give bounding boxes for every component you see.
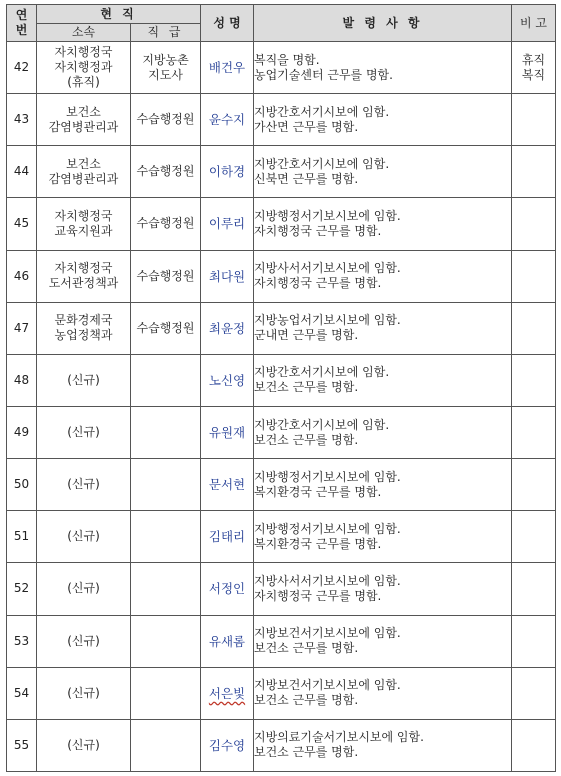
table-row <box>7 667 556 719</box>
note <box>512 354 556 406</box>
current-dept <box>37 42 131 94</box>
current-grade <box>131 302 201 354</box>
row-number: 52 <box>7 563 37 615</box>
table-row <box>7 250 556 302</box>
order-details-line: 자치행정국 근무를 명함. <box>254 276 382 291</box>
current-dept-line: 보건소 <box>66 156 101 171</box>
order-details-line: 보건소 근무를 명함. <box>254 745 359 760</box>
table-row <box>7 406 556 458</box>
note-line: 휴직 <box>521 52 546 67</box>
table-row <box>7 42 556 94</box>
person-name-text: 서정인 <box>208 581 246 597</box>
order-details <box>254 42 512 94</box>
current-dept <box>37 250 131 302</box>
header-details: 발 령 사 항 <box>254 5 512 42</box>
header-dept: 소속 <box>37 24 131 42</box>
roster-body <box>7 42 556 772</box>
row-number: 46 <box>7 250 37 302</box>
current-dept-line: 자치행정국 <box>54 45 113 60</box>
table-row <box>7 459 556 511</box>
current-dept-line: 교육지원과 <box>54 223 113 238</box>
current-grade <box>131 354 201 406</box>
order-details-line: 지방의료기술서기보시보에 임함. <box>254 730 424 745</box>
order-details-line: 신북면 근무를 명함. <box>254 171 359 186</box>
person-name-text: 최다원 <box>208 268 246 284</box>
current-dept-line: (신규) <box>67 477 100 492</box>
current-dept <box>37 511 131 563</box>
current-dept-line: 문화경제국 <box>54 313 113 328</box>
header-name: 성 명 <box>201 5 254 42</box>
order-details <box>254 302 512 354</box>
current-dept-line: (신규) <box>67 581 100 596</box>
order-details-line: 보건소 근무를 명함. <box>254 432 359 447</box>
table-row <box>7 511 556 563</box>
person-name <box>201 406 254 458</box>
order-details-line: 지방간호서기시보에 임함. <box>254 365 390 380</box>
current-grade-line: 수습행정원 <box>136 268 195 283</box>
current-grade <box>131 406 201 458</box>
current-dept <box>37 563 131 615</box>
person-name <box>201 94 254 146</box>
person-name-text: 유새롬 <box>208 633 246 649</box>
order-details <box>254 563 512 615</box>
table-row <box>7 563 556 615</box>
current-grade <box>131 198 201 250</box>
table-row <box>7 302 556 354</box>
row-number: 55 <box>7 719 37 771</box>
current-grade-line: 수습행정원 <box>136 320 195 335</box>
order-details-line: 지방보건서기보시보에 임함. <box>254 678 401 693</box>
current-dept <box>37 667 131 719</box>
order-details-line: 지방간호서기시보에 임함. <box>254 417 390 432</box>
row-number: 50 <box>7 459 37 511</box>
current-dept <box>37 459 131 511</box>
person-name <box>201 563 254 615</box>
current-grade <box>131 94 201 146</box>
order-details <box>254 250 512 302</box>
note <box>512 459 556 511</box>
row-number: 43 <box>7 94 37 146</box>
person-name-text: 배건우 <box>208 60 246 76</box>
person-name <box>201 42 254 94</box>
current-dept-line: (신규) <box>67 633 100 648</box>
person-name-text: 노신영 <box>208 372 246 388</box>
current-grade <box>131 459 201 511</box>
table-row <box>7 198 556 250</box>
current-dept <box>37 198 131 250</box>
current-grade <box>131 511 201 563</box>
order-details-line: 지방행정서기보시보에 임함. <box>254 521 401 536</box>
note <box>512 302 556 354</box>
person-name <box>201 459 254 511</box>
row-number: 54 <box>7 667 37 719</box>
note <box>512 563 556 615</box>
order-details-line: 지방간호서기시보에 임함. <box>254 156 390 171</box>
order-details-line: 복직을 명함. <box>254 52 320 67</box>
table-row <box>7 94 556 146</box>
current-dept <box>37 719 131 771</box>
current-grade <box>131 615 201 667</box>
note <box>512 719 556 771</box>
order-details-line: 보건소 근무를 명함. <box>254 641 359 656</box>
current-dept-line: (신규) <box>67 685 100 700</box>
order-details-line: 복지환경국 근무를 명함. <box>254 536 382 551</box>
order-details <box>254 406 512 458</box>
note <box>512 615 556 667</box>
note <box>512 667 556 719</box>
person-name-text: 김수영 <box>208 737 246 753</box>
row-number: 51 <box>7 511 37 563</box>
current-grade-line: 수습행정원 <box>136 112 195 127</box>
order-details-line: 지방간호서기시보에 임함. <box>254 104 390 119</box>
row-number: 49 <box>7 406 37 458</box>
table-row <box>7 719 556 771</box>
person-name <box>201 667 254 719</box>
person-name-text: 문서현 <box>208 477 246 493</box>
note <box>512 146 556 198</box>
current-dept-line: 자치행정과 <box>54 60 113 75</box>
current-dept-line: 농업정책과 <box>54 328 113 343</box>
person-name-text: 서은빛 <box>208 685 246 701</box>
row-number: 48 <box>7 354 37 406</box>
current-grade <box>131 667 201 719</box>
current-grade <box>131 563 201 615</box>
note <box>512 250 556 302</box>
current-dept-line: (휴직) <box>67 75 100 90</box>
person-name <box>201 198 254 250</box>
person-name-text: 김태리 <box>208 529 246 545</box>
note <box>512 42 556 94</box>
current-dept <box>37 615 131 667</box>
current-dept-line: 자치행정국 <box>54 261 113 276</box>
current-dept-line: 감염병관리과 <box>48 119 119 134</box>
note <box>512 198 556 250</box>
current-dept-line: 자치행정국 <box>54 208 113 223</box>
person-name <box>201 250 254 302</box>
person-name-text: 이하경 <box>208 164 246 180</box>
current-dept-line: (신규) <box>67 529 100 544</box>
order-details <box>254 459 512 511</box>
row-number: 47 <box>7 302 37 354</box>
current-grade <box>131 719 201 771</box>
order-details-line: 지방행정서기보시보에 임함. <box>254 208 401 223</box>
order-details <box>254 615 512 667</box>
person-name <box>201 302 254 354</box>
current-dept <box>37 406 131 458</box>
note <box>512 511 556 563</box>
order-details <box>254 354 512 406</box>
order-details-line: 보건소 근무를 명함. <box>254 693 359 708</box>
row-number: 44 <box>7 146 37 198</box>
table-row <box>7 146 556 198</box>
order-details-line: 지방행정서기보시보에 임함. <box>254 469 401 484</box>
current-dept-line: 도서관정책과 <box>48 276 119 291</box>
person-name <box>201 146 254 198</box>
current-dept-line: 감염병관리과 <box>48 171 119 186</box>
order-details <box>254 719 512 771</box>
current-grade <box>131 146 201 198</box>
note <box>512 406 556 458</box>
current-dept <box>37 302 131 354</box>
note <box>512 94 556 146</box>
order-details-line: 자치행정국 근무를 명함. <box>254 223 382 238</box>
order-details-line: 지방사서서기보시보에 임함. <box>254 573 401 588</box>
person-name-text: 최윤정 <box>208 320 246 336</box>
order-details-line: 지방사서서기보시보에 임함. <box>254 261 401 276</box>
note-line: 복직 <box>521 67 546 82</box>
order-details-line: 지방농업서기보시보에 임함. <box>254 313 401 328</box>
current-dept-line: 보건소 <box>66 104 101 119</box>
order-details-line: 군내면 근무를 명함. <box>254 328 359 343</box>
row-number: 53 <box>7 615 37 667</box>
person-name <box>201 719 254 771</box>
order-details-line: 지방보건서기보시보에 임함. <box>254 626 401 641</box>
order-details-line: 농업기술센터 근무를 명함. <box>254 67 393 82</box>
current-dept-line: (신규) <box>67 372 100 387</box>
current-dept-line: (신규) <box>67 425 100 440</box>
person-name-text: 이루리 <box>208 216 246 232</box>
person-name <box>201 615 254 667</box>
current-grade-line: 지도사 <box>148 67 183 82</box>
order-details <box>254 511 512 563</box>
current-dept <box>37 146 131 198</box>
current-grade-line: 수습행정원 <box>136 216 195 231</box>
person-name <box>201 511 254 563</box>
order-details <box>254 198 512 250</box>
order-details <box>254 94 512 146</box>
order-details-line: 자치행정국 근무를 명함. <box>254 588 382 603</box>
table-row <box>7 615 556 667</box>
personnel-order-table <box>6 4 556 772</box>
header-no: 연 번 <box>7 5 37 42</box>
person-name-text: 유원재 <box>208 425 246 441</box>
current-dept-line: (신규) <box>67 737 100 752</box>
order-details <box>254 146 512 198</box>
header-current-position: 현 직 <box>37 5 201 24</box>
header-grade: 직 급 <box>131 24 201 42</box>
current-grade <box>131 42 201 94</box>
order-details <box>254 667 512 719</box>
order-details-line: 복지환경국 근무를 명함. <box>254 484 382 499</box>
person-name <box>201 354 254 406</box>
order-details-line: 보건소 근무를 명함. <box>254 380 359 395</box>
table-row <box>7 354 556 406</box>
current-dept <box>37 354 131 406</box>
current-grade <box>131 250 201 302</box>
current-grade-line: 지방농촌 <box>142 52 189 67</box>
row-number: 45 <box>7 198 37 250</box>
current-grade-line: 수습행정원 <box>136 164 195 179</box>
current-dept <box>37 94 131 146</box>
header-note: 비 고 <box>512 5 556 42</box>
person-name-text: 윤수지 <box>208 112 246 128</box>
order-details-line: 가산면 근무를 명함. <box>254 119 359 134</box>
row-number: 42 <box>7 42 37 94</box>
